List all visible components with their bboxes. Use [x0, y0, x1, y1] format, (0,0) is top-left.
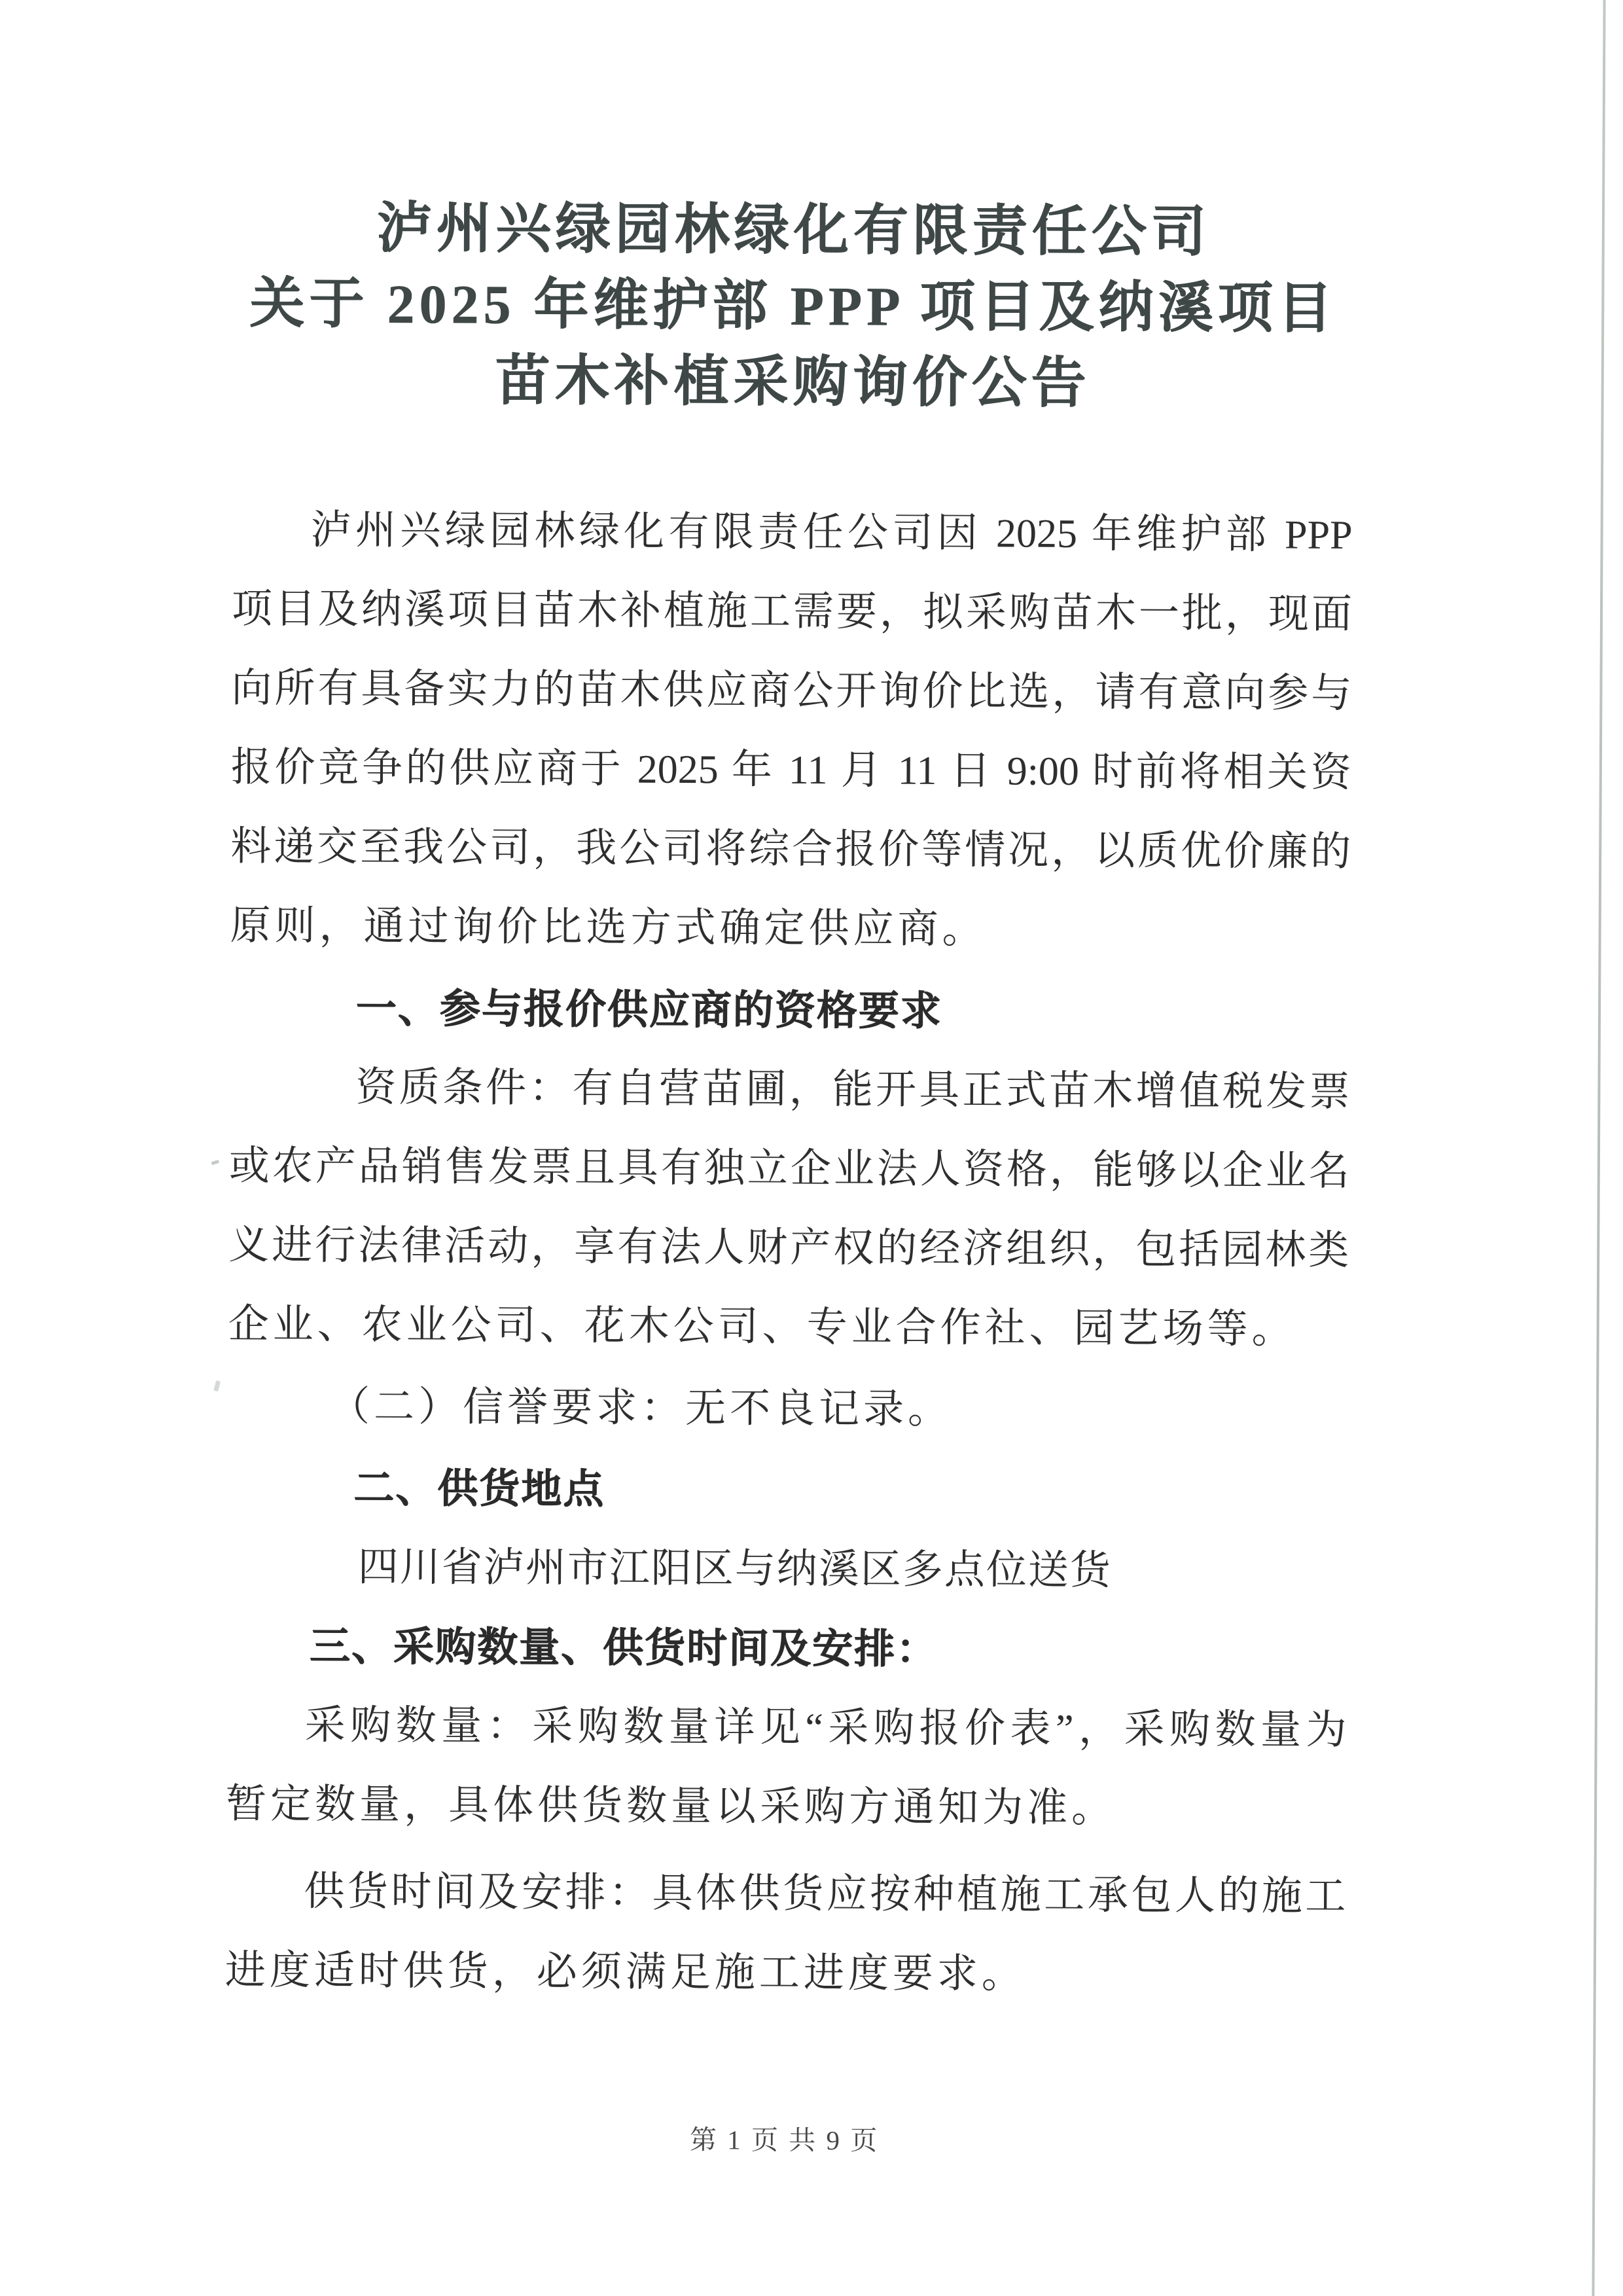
section2-line: 四川省泸州市江阳区与纳溪区多点位送货 [357, 1545, 1113, 1594]
document-body [225, 491, 1353, 2016]
page-number: 第 1 页 共 9 页 [689, 2125, 880, 2156]
section1-line: 资质条件：有自营苗圃，能开具正式苗木增值税发票 [355, 1065, 1350, 1115]
scan-speck [213, 1380, 221, 1391]
title-line-2: 关于 2025 年维护部 PPP 项目及纳溪项目 [249, 273, 1338, 340]
section3-quantity-line: 暂定数量，具体供货数量以采购方通知为准。 [225, 1782, 1116, 1831]
section1-line: 或农产品销售发票且具有独立企业法人资格，能够以企业名 [228, 1143, 1349, 1194]
text-column [225, 190, 1355, 2016]
intro-line: 向所有具备实力的苗木供应商公开询价比选，请有意向参与 [231, 666, 1352, 717]
section1-line: 企业、农业公司、花木公司、专业合作社、园艺场等。 [228, 1302, 1296, 1352]
intro-line: 原则，通过询价比选方式确定供应商。 [230, 903, 987, 952]
intro-line: 项目及纳溪项目苗木补植施工需要，拟采购苗木一批，现面 [231, 586, 1353, 637]
intro-line: 料递交至我公司，我公司将综合报价等情况，以质优价廉的 [230, 824, 1351, 875]
section2-heading: 二、供货地点 [353, 1465, 605, 1513]
title-line-3: 苗木补植采购询价公告 [495, 350, 1091, 415]
section3-quantity-line: 采购数量：采购数量详见“采购报价表”，采购数量为 [304, 1703, 1347, 1753]
intro-line: 报价竞争的供应商于 2025 年 11 月 11 日 9:00 时前将相关资 [230, 745, 1351, 796]
section3-heading: 三、采购数量、供货时间及安排： [310, 1624, 938, 1672]
section1-line: 义进行法律活动，享有法人财产权的经济组织，包括园林类 [228, 1223, 1349, 1274]
scan-speck [211, 1160, 219, 1165]
section3-delivery-line: 供货时间及安排：具体供货应按种植施工承包人的施工 [304, 1869, 1346, 1920]
intro-line: 泸州兴绿园林绿化有限责任公司因 2025 年维护部 PPP [310, 508, 1353, 558]
section3-delivery-line: 进度适时供货，必须满足施工进度要求。 [224, 1948, 1027, 1997]
section1-heading: 一、参与报价供应商的资格要求 [355, 986, 943, 1034]
section1-credit-line: （二）信誉要求：无不良记录。 [329, 1384, 953, 1433]
title-line-1: 泸州兴绿园林绿化有限责任公司 [376, 198, 1211, 263]
scan-artifact-line [1592, 0, 1606, 2296]
document-title [232, 190, 1354, 423]
